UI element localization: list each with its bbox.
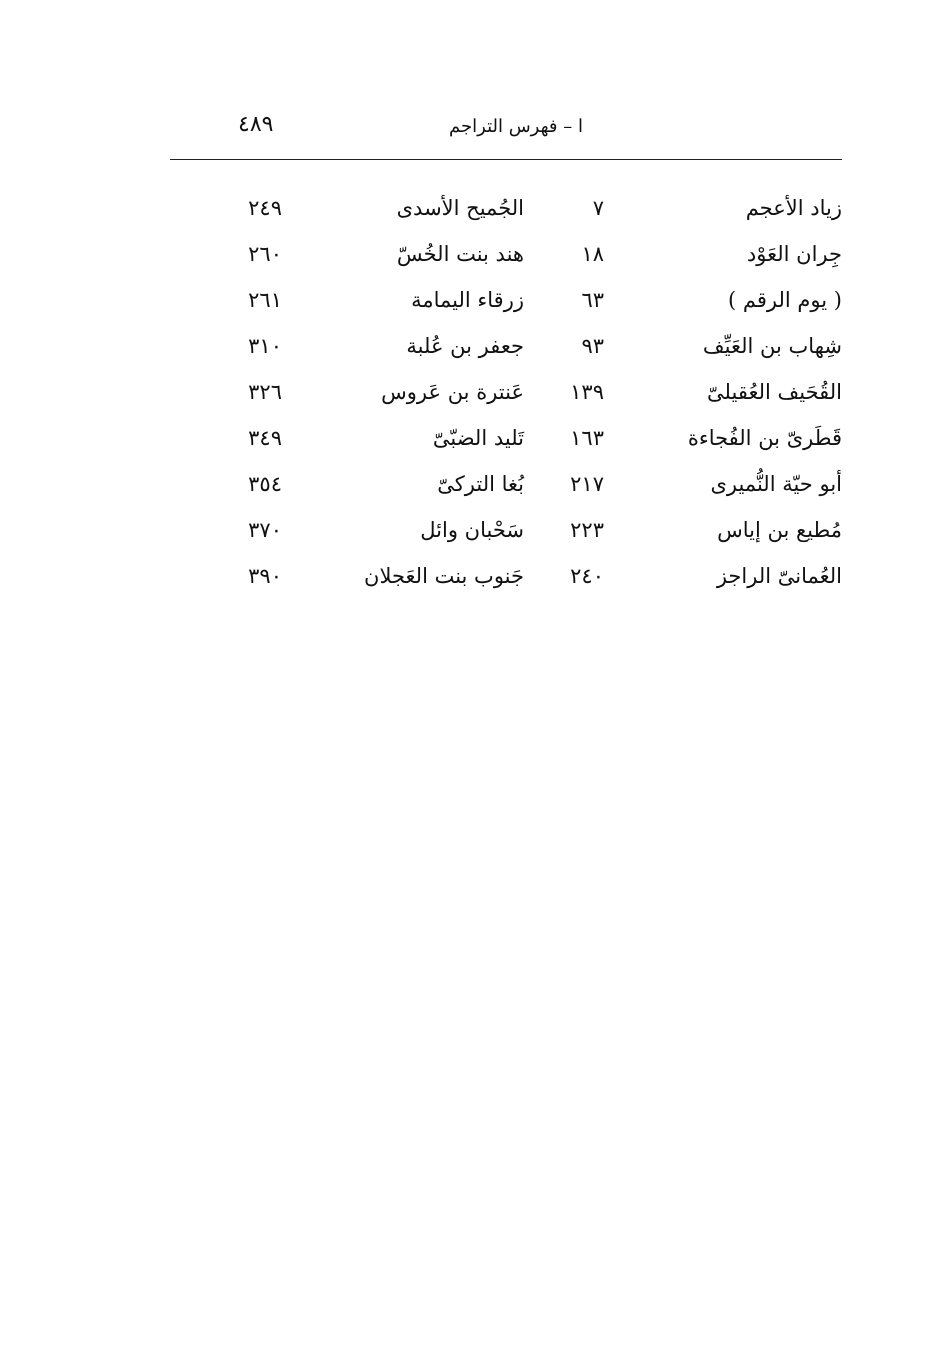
entry-name: هند بنت الخُسّ: [396, 242, 524, 266]
entry-page: ٣٤٩: [248, 426, 282, 450]
entry-page: ٧: [592, 196, 604, 220]
entry-page: ٣٥٤: [248, 472, 282, 496]
entry-page: ٣٧٠: [248, 518, 282, 542]
entry-page: ١٦٣: [570, 426, 604, 450]
entry-name: شِهاب بن العَيِّف: [702, 334, 842, 358]
entry-name: الجُميح الأسدى: [396, 196, 524, 220]
entry-name: جعفر بن عُلبة: [406, 334, 524, 358]
entry-page: ٦٣: [581, 288, 604, 312]
entry-page: ٣١٠: [248, 334, 282, 358]
entry-page: ٢١٧: [570, 472, 604, 496]
entry-name: العُمانىّ الراجز: [716, 564, 842, 588]
entry-name: بُغا التركىّ: [437, 472, 524, 496]
biography-index: [170, 185, 842, 599]
entry-page: ٣٩٠: [248, 564, 282, 588]
page-number: ٤٨٩: [238, 112, 274, 137]
entry-name: زرقاء اليمامة: [411, 288, 524, 312]
entry-page: ٢٤٩: [248, 196, 282, 220]
entry-page: ٣٢٦: [248, 380, 282, 404]
entry-page: ٢٦١: [248, 288, 282, 312]
index-row: [170, 553, 842, 599]
entry-page: ١٨: [581, 242, 604, 266]
page-header: [170, 112, 842, 156]
entry-page: ٩٣: [581, 334, 604, 358]
entry-name: ( يوم الرقم ): [728, 288, 842, 312]
index-row: [170, 277, 842, 323]
index-row: [170, 461, 842, 507]
entry-name: سَحْبان وائل: [420, 518, 524, 542]
entry-name: مُطيع بن إياس: [717, 518, 842, 542]
entry-page: ٢٤٠: [570, 564, 604, 588]
entry-name: عَنترة بن عَروس: [381, 380, 524, 404]
header-divider: [170, 159, 842, 160]
index-row: [170, 415, 842, 461]
entry-page: ٢٢٣: [570, 518, 604, 542]
entry-page: ٢٦٠: [248, 242, 282, 266]
entry-name: أبو حيّة النُّميرى: [710, 472, 842, 496]
entry-name: جَنوب بنت العَجلان: [364, 564, 524, 588]
index-row: [170, 369, 842, 415]
entry-name: جِران العَوْد: [746, 242, 842, 266]
entry-page: ١٣٩: [570, 380, 604, 404]
index-row: [170, 323, 842, 369]
entry-name: زياد الأعجم: [745, 196, 842, 220]
index-row: [170, 185, 842, 231]
index-row: [170, 231, 842, 277]
entry-name: تَليد الضبّىّ: [432, 426, 524, 450]
entry-name: القُحَيف العُقيلىّ: [707, 380, 842, 404]
index-row: [170, 507, 842, 553]
running-title: ا – فهرس التراجم: [449, 116, 583, 137]
entry-name: قَطَرىّ بن الفُجاءة: [687, 426, 842, 450]
